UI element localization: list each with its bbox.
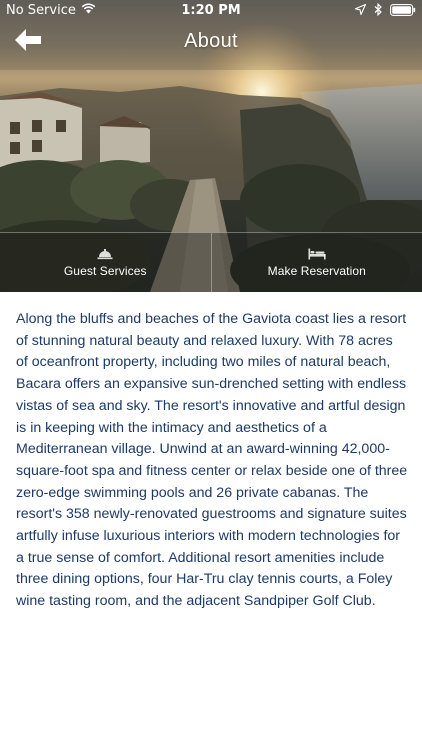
guest-services-label: Guest Services (63, 264, 147, 278)
carrier-label: No Service (6, 3, 76, 18)
battery-icon (390, 4, 416, 20)
navigation-bar (0, 22, 422, 66)
status-bar (0, 0, 422, 22)
make-reservation-button[interactable] (211, 233, 422, 292)
status-time: 1:20 PM (181, 3, 241, 18)
service-bell-icon (97, 245, 113, 264)
page-title: About (184, 30, 238, 52)
status-right (355, 3, 416, 20)
action-bar (0, 232, 422, 292)
guest-services-button[interactable] (0, 233, 211, 292)
bluetooth-icon (374, 3, 382, 20)
about-description: Along the bluffs and beaches of the Gaviota coast lies a resort of stunning natural beauty and relaxed luxury. With 78 acres of oceanfront property, including two miles of natural beach, Bacara offers an expansive sun-drenched setting with endless vistas of sea and sky. The resort's innovative and artful design is in keeping with the intimacy and aesthetics of a Mediterranean village. Unwind at an award-winning 42,000-square-foot spa and fitness center or relax beside one of three zero-edge swimming pools and 26 private cabanas. The resort's 358 newly-renovated guestrooms and signature suites artfully infuse luxurious interiors with modern technologies for a true sense of comfort. Additional resort amenities include three dining options, four Har-Tru clay tennis courts, a Foley wine tasting room, and the adjacent Sandpiper Golf Club. (16, 311, 408, 610)
location-icon (355, 4, 366, 19)
make-reservation-label: Make Reservation (267, 264, 366, 278)
hero-image (0, 0, 422, 292)
bed-icon (308, 245, 326, 264)
